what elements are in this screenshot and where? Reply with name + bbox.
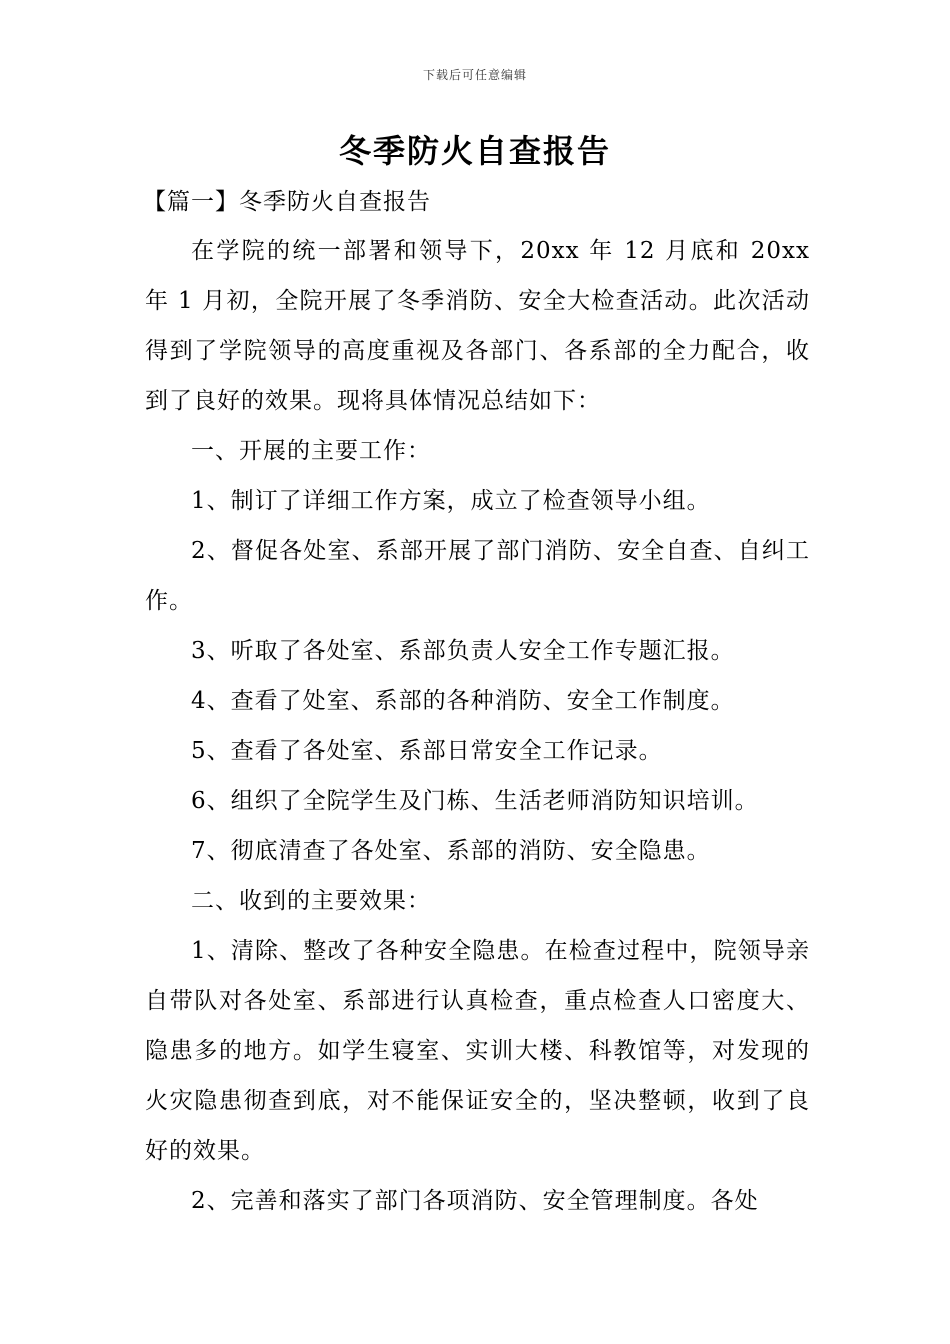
section-subheading: 【篇一】冬季防火自查报告 bbox=[143, 189, 431, 215]
paragraph-effect-1: 1、清除、整改了各种安全隐患。在检查过程中，院领导亲自带队对各处室、系部进行认真检查，重点检查人口密度大、隐患多的地方。如学生寝室、实训大楼、科教馆等，对发现的火灾隐患彻查到底，对不能保证安全的，坚决整顿，收到了良好的效果。 bbox=[145, 938, 810, 1164]
document-body bbox=[145, 226, 810, 1226]
paragraph-item-3: 3、听取了各处室、系部负责人安全工作专题汇报。 bbox=[191, 638, 735, 664]
document-title: 冬季防火自查报告 bbox=[338, 132, 611, 170]
paragraph-effect-2: 2、完善和落实了部门各项消防、安全管理制度。各处 bbox=[191, 1188, 759, 1214]
paragraph-section-one-heading: 一、开展的主要工作： bbox=[191, 438, 431, 464]
paragraph-section-two-heading: 二、收到的主要效果： bbox=[191, 888, 431, 914]
paragraph-item-7: 7、彻底清查了各处室、系部的消防、安全隐患。 bbox=[191, 838, 711, 864]
paragraph-intro: 在学院的统一部署和领导下，20xx 年 12 月底和 20xx 年 1 月初，全院开展了冬季消防、安全大检查活动。此次活动得到了学院领导的高度重视及各部门、各系部的全力配合，收到了良好的效果。现将具体情况总结如下： bbox=[145, 238, 810, 414]
paragraph-item-4: 4、查看了处室、系部的各种消防、安全工作制度。 bbox=[191, 688, 735, 714]
paragraph-item-1: 1、制订了详细工作方案，成立了检查领导小组。 bbox=[191, 488, 711, 514]
paragraph-item-2: 2、督促各处室、系部开展了部门消防、安全自查、自纠工作。 bbox=[145, 538, 810, 614]
paragraph-item-6: 6、组织了全院学生及门栋、生活老师消防知识培训。 bbox=[191, 788, 759, 814]
paragraph-item-5: 5、查看了各处室、系部日常安全工作记录。 bbox=[191, 738, 663, 764]
header-note: 下载后可任意编辑 bbox=[422, 68, 527, 82]
